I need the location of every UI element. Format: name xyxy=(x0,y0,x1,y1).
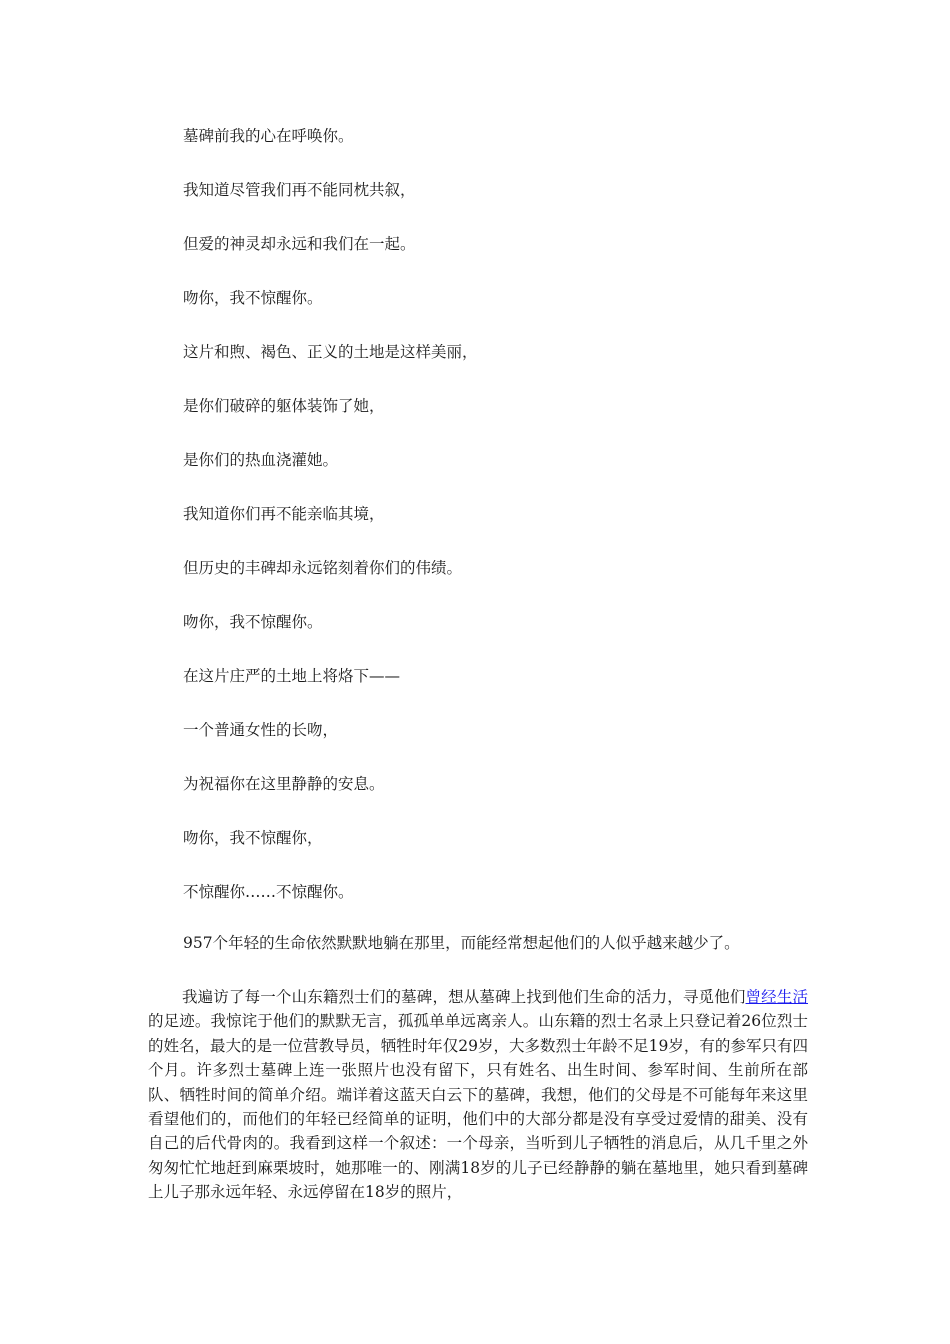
poem-line: 吻你，我不惊醒你， xyxy=(183,829,323,847)
poem-line: 吻你，我不惊醒你。 xyxy=(183,613,323,631)
poem-line: 但历史的丰碑却永远铭刻着你们的伟绩。 xyxy=(183,559,463,577)
closing-line: 957个年轻的生命依然默默地躺在那里，而能经常想起他们的人似乎越来越少了。 xyxy=(183,934,740,952)
poem-line: 一个普通女性的长吻， xyxy=(183,721,339,739)
poem-line: 在这片庄严的土地上将烙下—— xyxy=(183,667,401,685)
poem-line: 是你们的热血浇灌她。 xyxy=(183,451,339,469)
poem-line: 这片和煦、褐色、正义的土地是这样美丽， xyxy=(183,343,478,361)
inline-link[interactable]: 曾经生活 xyxy=(745,988,808,1006)
poem-line: 墓碑前我的心在呼唤你。 xyxy=(183,127,354,145)
poem-line: 为祝福你在这里静静的安息。 xyxy=(183,775,385,793)
poem-line: 我知道尽管我们再不能同枕共叙， xyxy=(183,181,416,199)
paragraph-text-after-link: 的足迹。我惊诧于他们的默默无言，孤孤单单远离亲人。山东籍的烈士名录上只登记着26位烈士的姓名，最大的是一位营教导员，牺牲时年仅29岁，大多数烈士年龄不足19岁，有的参军只有四个月。许多烈士墓碑上连一张照片也没有留下，只有姓名、出生时间、参军时间、生前所在部队、牺牲时间的简单介绍。端详着这蓝天白云下的墓碑，我想，他们的父母是不可能每年来这里看望他们的，而他们的年轻已经简单的证明，他们中的大部分都是没有享受过爱情的甜美、没有自己的后代骨肉的。我看到这样一个叙述：一个母亲，当听到儿子牺牲的消息后，从几千里之外匆匆忙忙地赶到麻栗坡时，她那唯一的、刚满18岁的儿子已经静静的躺在墓地里，她只看到墓碑上儿子那永远年轻、永远停留在18岁的照片， xyxy=(148,1012,808,1202)
poem xyxy=(183,123,823,933)
poem-line: 是你们破碎的躯体装饰了她， xyxy=(183,397,385,415)
paragraph-text-before-link: 我遍访了每一个山东籍烈士们的墓碑，想从墓碑上找到他们生命的活力，寻觅他们 xyxy=(182,988,746,1006)
body-paragraph xyxy=(148,985,808,1205)
poem-line: 我知道你们再不能亲临其境， xyxy=(183,505,385,523)
poem-line: 但爱的神灵却永远和我们在一起。 xyxy=(183,235,416,253)
poem-line: 吻你，我不惊醒你。 xyxy=(183,289,323,307)
poem-line: 不惊醒你……不惊醒你。 xyxy=(183,883,354,901)
